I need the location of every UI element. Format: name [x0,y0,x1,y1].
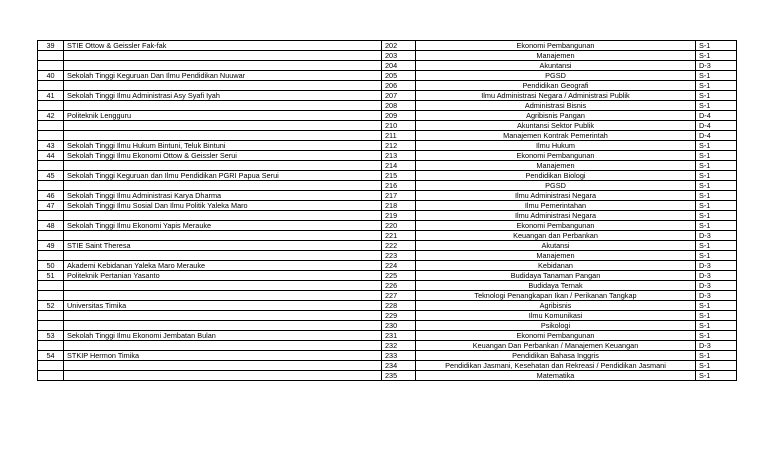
row-number-cell [38,121,64,131]
program-code-cell: 222 [382,241,416,251]
study-program-cell: Manajemen [416,161,696,171]
study-program-cell: Agribisnis [416,301,696,311]
institution-name-cell: Universitas Timika [64,301,382,311]
institution-name-cell: Sekolah Tinggi Ilmu Hukum Bintuni, Teluk Bintuni [64,141,382,151]
table-body [38,41,737,381]
degree-level-cell: S-1 [696,331,737,341]
institution-name-cell: Politeknik Pertanian Yasanto [64,271,382,281]
table-row [38,51,737,61]
degree-level-cell: S-1 [696,41,737,51]
table-row [38,131,737,141]
degree-level-cell: S-1 [696,161,737,171]
row-number-cell: 49 [38,241,64,251]
table-row [38,141,737,151]
program-code-cell: 233 [382,351,416,361]
study-program-cell: Ekonomi Pembangunan [416,221,696,231]
degree-level-cell: S-1 [696,301,737,311]
study-program-cell: Psikologi [416,321,696,331]
row-number-cell [38,51,64,61]
degree-level-cell: S-1 [696,51,737,61]
study-program-cell: Ekonomi Pembangunan [416,331,696,341]
degree-level-cell: D-3 [696,231,737,241]
study-program-cell: Ilmu Administrasi Negara [416,191,696,201]
row-number-cell [38,281,64,291]
study-program-cell: Akuntansi Sektor Publik [416,121,696,131]
degree-level-cell: S-1 [696,91,737,101]
study-program-cell: Ilmu Administrasi Negara [416,211,696,221]
study-program-cell: Manajemen [416,251,696,261]
row-number-cell [38,251,64,261]
institution-name-cell [64,101,382,111]
table-row [38,231,737,241]
study-program-cell: Administrasi Bisnis [416,101,696,111]
table-row [38,41,737,51]
institution-name-cell: Sekolah Tinggi Keguruan Dan Ilmu Pendidikan Nuuwar [64,71,382,81]
program-code-cell: 234 [382,361,416,371]
degree-level-cell: S-1 [696,81,737,91]
table-row [38,121,737,131]
program-code-cell: 210 [382,121,416,131]
table-row [38,351,737,361]
degree-level-cell: S-1 [696,101,737,111]
program-code-cell: 213 [382,151,416,161]
institution-program-table [37,40,737,381]
program-code-cell: 235 [382,371,416,381]
study-program-cell: Ilmu Hukum [416,141,696,151]
program-code-cell: 208 [382,101,416,111]
study-program-cell: Budidaya Tanaman Pangan [416,271,696,281]
program-code-cell: 224 [382,261,416,271]
row-number-cell [38,231,64,241]
row-number-cell: 50 [38,261,64,271]
program-code-cell: 227 [382,291,416,301]
program-code-cell: 203 [382,51,416,61]
table-row [38,361,737,371]
table-row [38,61,737,71]
table-row [38,151,737,161]
row-number-cell: 41 [38,91,64,101]
institution-name-cell [64,371,382,381]
table-row [38,211,737,221]
degree-level-cell: S-1 [696,171,737,181]
institution-name-cell [64,321,382,331]
program-code-cell: 223 [382,251,416,261]
table-row [38,331,737,341]
program-code-cell: 209 [382,111,416,121]
institution-name-cell [64,81,382,91]
degree-level-cell: S-1 [696,151,737,161]
study-program-cell: Ekonomi Pembangunan [416,41,696,51]
institution-name-cell [64,131,382,141]
row-number-cell: 42 [38,111,64,121]
degree-level-cell: S-1 [696,371,737,381]
table-row [38,241,737,251]
program-code-cell: 229 [382,311,416,321]
program-code-cell: 221 [382,231,416,241]
institution-name-cell: Sekolah Tinggi Ilmu Sosial Dan Ilmu Politik Yaleka Maro [64,201,382,211]
row-number-cell [38,291,64,301]
table-row [38,71,737,81]
program-code-cell: 228 [382,301,416,311]
degree-level-cell: D-4 [696,121,737,131]
study-program-cell: Ilmu Pemerintahan [416,201,696,211]
study-program-cell: Pendidikan Geografi [416,81,696,91]
study-program-cell: Keuangan dan Perbankan [416,231,696,241]
table-row [38,321,737,331]
study-program-cell: Manajemen [416,51,696,61]
institution-name-cell: Sekolah Tinggi Ilmu Administrasi Asy Syafi Iyah [64,91,382,101]
row-number-cell [38,61,64,71]
degree-level-cell: S-1 [696,221,737,231]
program-code-cell: 204 [382,61,416,71]
program-code-cell: 212 [382,141,416,151]
program-code-cell: 220 [382,221,416,231]
degree-level-cell: S-1 [696,251,737,261]
program-code-cell: 216 [382,181,416,191]
table-row [38,221,737,231]
institution-name-cell [64,51,382,61]
institution-name-cell: Sekolah Tinggi Ilmu Ekonomi Yapis Merauke [64,221,382,231]
institution-name-cell: Sekolah Tinggi Ilmu Administrasi Karya Dharma [64,191,382,201]
degree-level-cell: S-1 [696,321,737,331]
table-row [38,301,737,311]
program-code-cell: 215 [382,171,416,181]
table-row [38,341,737,351]
institution-name-cell: STKIP Hermon Timika [64,351,382,361]
row-number-cell [38,361,64,371]
study-program-cell: Keuangan Dan Perbankan / Manajemen Keuangan [416,341,696,351]
row-number-cell: 53 [38,331,64,341]
degree-level-cell: S-1 [696,351,737,361]
institution-name-cell: STIE Ottow & Geissler Fak-fak [64,41,382,51]
table-row [38,371,737,381]
degree-level-cell: D-4 [696,111,737,121]
row-number-cell [38,211,64,221]
degree-level-cell: S-1 [696,181,737,191]
institution-name-cell: STIE Saint Theresa [64,241,382,251]
program-code-cell: 231 [382,331,416,341]
table-row [38,101,737,111]
institution-name-cell [64,291,382,301]
row-number-cell [38,81,64,91]
study-program-cell: Ekonomi Pembangunan [416,151,696,161]
program-code-cell: 202 [382,41,416,51]
institution-name-cell [64,361,382,371]
program-code-cell: 226 [382,281,416,291]
degree-level-cell: D-3 [696,341,737,351]
study-program-cell: Ilmu Administrasi Negara / Administrasi Publik [416,91,696,101]
institution-name-cell [64,211,382,221]
table-row [38,91,737,101]
row-number-cell [38,311,64,321]
study-program-cell: Akutansi [416,241,696,251]
row-number-cell: 54 [38,351,64,361]
degree-level-cell: D-3 [696,281,737,291]
program-code-cell: 211 [382,131,416,141]
row-number-cell [38,161,64,171]
table-row [38,271,737,281]
institution-name-cell [64,121,382,131]
institution-name-cell [64,161,382,171]
table-row [38,171,737,181]
row-number-cell [38,371,64,381]
institution-name-cell [64,281,382,291]
study-program-cell: Pendidikan Biologi [416,171,696,181]
program-code-cell: 217 [382,191,416,201]
degree-level-cell: S-1 [696,241,737,251]
study-program-cell: Matematika [416,371,696,381]
degree-level-cell: S-1 [696,201,737,211]
row-number-cell: 52 [38,301,64,311]
degree-level-cell: S-1 [696,141,737,151]
study-program-cell: Manajemen Kontrak Pemerintah [416,131,696,141]
program-code-cell: 205 [382,71,416,81]
table-row [38,81,737,91]
row-number-cell: 39 [38,41,64,51]
study-program-cell: PGSD [416,181,696,191]
table-row [38,161,737,171]
study-program-cell: Kebidanan [416,261,696,271]
study-program-cell: Budidaya Ternak [416,281,696,291]
degree-level-cell: D-3 [696,61,737,71]
row-number-cell: 47 [38,201,64,211]
row-number-cell: 48 [38,221,64,231]
row-number-cell: 45 [38,171,64,181]
degree-level-cell: D-3 [696,271,737,281]
table-row [38,201,737,211]
degree-level-cell: S-1 [696,361,737,371]
table-row [38,251,737,261]
row-number-cell: 40 [38,71,64,81]
table-row [38,191,737,201]
table-row [38,291,737,301]
table-row [38,311,737,321]
institution-name-cell [64,341,382,351]
program-code-cell: 207 [382,91,416,101]
program-code-cell: 225 [382,271,416,281]
row-number-cell [38,131,64,141]
study-program-cell: Teknologi Penangkapan Ikan / Perikanan Tangkap [416,291,696,301]
institution-name-cell [64,61,382,71]
institution-name-cell: Politeknik Lengguru [64,111,382,121]
degree-level-cell: S-1 [696,311,737,321]
degree-level-cell: S-1 [696,191,737,201]
degree-level-cell: D-4 [696,131,737,141]
table-row [38,181,737,191]
table-row [38,111,737,121]
degree-level-cell: D-3 [696,261,737,271]
institution-name-cell [64,251,382,261]
program-code-cell: 218 [382,201,416,211]
study-program-cell: Agribisnis Pangan [416,111,696,121]
table-row [38,261,737,271]
institution-name-cell: Sekolah Tinggi Keguruan dan Ilmu Pendidikan PGRI Papua Serui [64,171,382,181]
institution-name-cell: Sekolah Tinggi Ilmu Ekonomi Jembatan Bulan [64,331,382,341]
row-number-cell [38,101,64,111]
study-program-cell: Ilmu Komunikasi [416,311,696,321]
institution-name-cell: Akademi Kebidanan Yaleka Maro Merauke [64,261,382,271]
table-row [38,281,737,291]
row-number-cell: 44 [38,151,64,161]
institution-name-cell: Sekolah Tinggi Ilmu Ekonomi Ottow & Geissler Serui [64,151,382,161]
row-number-cell [38,341,64,351]
institution-name-cell [64,181,382,191]
institution-name-cell [64,311,382,321]
row-number-cell: 51 [38,271,64,281]
study-program-cell: Pendidikan Bahasa Inggris [416,351,696,361]
program-code-cell: 232 [382,341,416,351]
study-program-cell: PGSD [416,71,696,81]
program-code-cell: 214 [382,161,416,171]
row-number-cell [38,321,64,331]
study-program-cell: Pendidikan Jasmani, Kesehatan dan Rekreasi / Pendidikan Jasmani [416,361,696,371]
program-code-cell: 219 [382,211,416,221]
degree-level-cell: S-1 [696,211,737,221]
study-program-cell: Akuntansi [416,61,696,71]
institution-name-cell [64,231,382,241]
row-number-cell: 46 [38,191,64,201]
row-number-cell: 43 [38,141,64,151]
row-number-cell [38,181,64,191]
program-code-cell: 206 [382,81,416,91]
degree-level-cell: S-1 [696,71,737,81]
program-code-cell: 230 [382,321,416,331]
degree-level-cell: D-3 [696,291,737,301]
